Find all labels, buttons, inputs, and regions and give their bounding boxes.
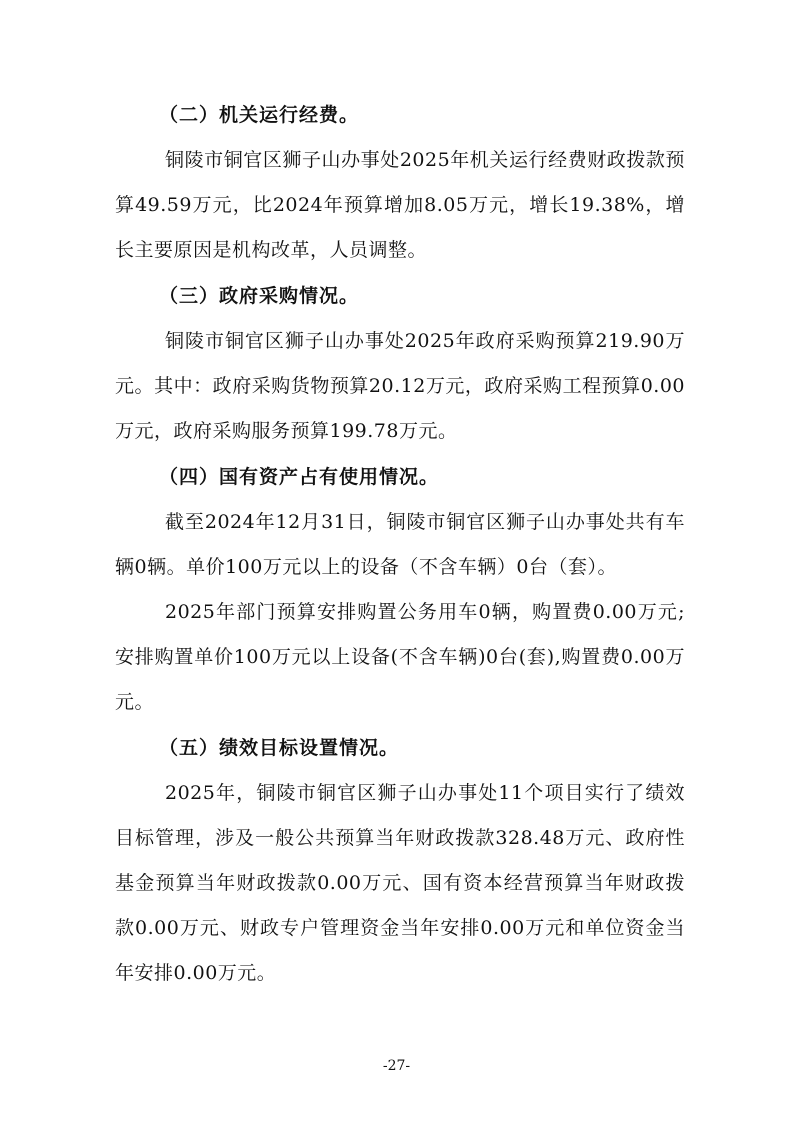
section-heading-performance-targets: （五）绩效目标设置情况。 (159, 737, 400, 759)
paragraph-state-assets-vehicles: 截至2024年12月31日，铜陵市铜官区狮子山办事处共有车辆0辆。单价100万元以上的设备（不含车辆）0台（套）。 (115, 511, 685, 578)
paragraph-state-assets-purchase: 2025年部门预算安排购置公务用车0辆，购置费0.00万元;安排购置单价100万元以上设备(不含车辆)0台(套),购置费0.00万元。 (115, 601, 685, 713)
paragraph-operating-expenses: 铜陵市铜官区狮子山办事处2025年机关运行经费财政拨款预算49.59万元，比2024年预算增加8.05万元，增长19.38%，增长主要原因是机构改革，人员调整。 (115, 149, 685, 261)
section-heading-government-procurement: （三）政府采购情况。 (159, 285, 360, 307)
section-heading-state-assets: （四）国有资产占有使用情况。 (159, 466, 440, 488)
paragraph-performance-targets: 2025年，铜陵市铜官区狮子山办事处11个项目实行了绩效目标管理，涉及一般公共预算当年财政拨款328.48万元、政府性基金预算当年财政拨款0.00万元、国有资本经营预算当年财政拨款0.00万元、财政专户管理资金当年安排0.00万元和单位资金当年安排0.00万元。 (115, 782, 685, 984)
document-page (115, 92, 685, 996)
page-number: -27- (382, 1058, 411, 1074)
section-heading-operating-expenses: （二）机关运行经费。 (159, 104, 360, 126)
paragraph-government-procurement: 铜陵市铜官区狮子山办事处2025年政府采购预算219.90万元。其中：政府采购货物预算20.12万元，政府采购工程预算0.00万元，政府采购服务预算199.78万元。 (115, 330, 685, 442)
